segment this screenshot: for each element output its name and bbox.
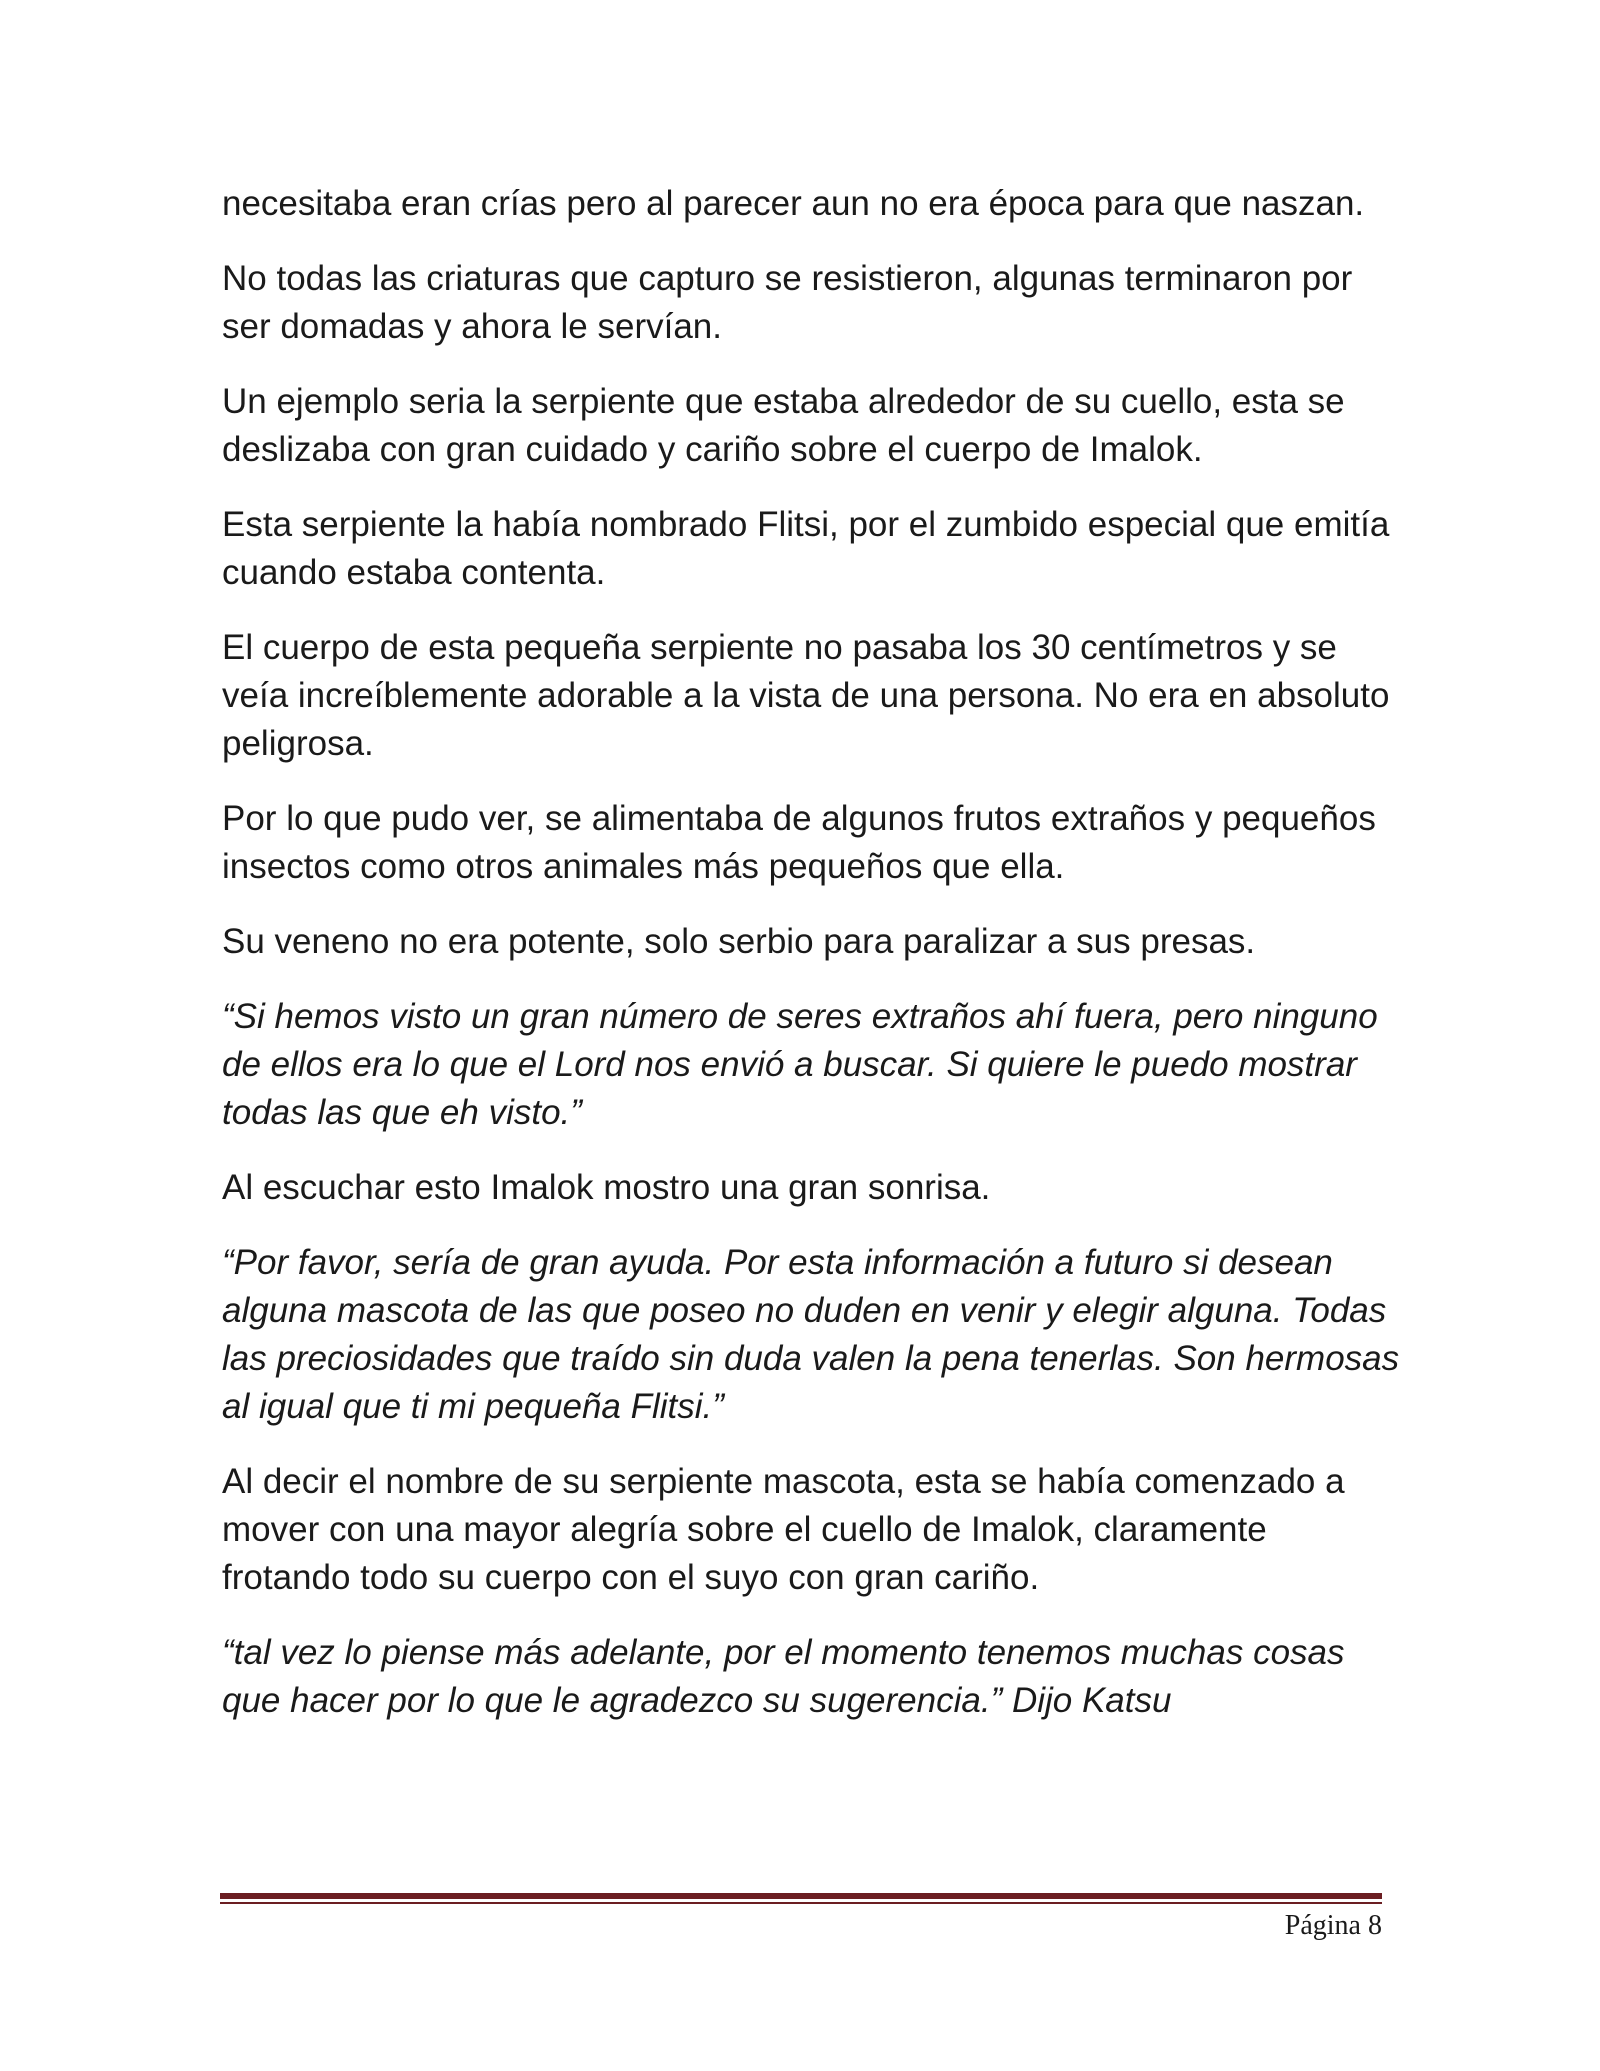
paragraph-9: Al escuchar esto Imalok mostro una gran sonrisa. [222, 1168, 991, 1207]
dialogue-paragraph-12: “tal vez lo piense más adelante, por el momento tenemos muchas cosas que hacer por lo que le agradezco su sugerencia.” Dijo Katsu [222, 1633, 1345, 1720]
paragraph-1: necesitaba eran crías pero al parecer aun no era época para que naszan. [222, 184, 1365, 223]
footer-divider-thin-line [220, 1902, 1382, 1904]
dialogue-paragraph-8: “Si hemos visto un gran número de seres extraños ahí fuera, pero ninguno de ellos era lo que el Lord nos envió a buscar. Si quiere le puedo mostrar todas las que eh visto.” [222, 997, 1378, 1132]
body-text [222, 180, 1402, 1752]
footer-divider [220, 1893, 1382, 1904]
paragraph-5: El cuerpo de esta pequeña serpiente no pasaba los 30 centímetros y se veía increíblemente adorable a la vista de una persona. No era en absoluto peligrosa. [222, 628, 1390, 763]
paragraph-6: Por lo que pudo ver, se alimentaba de algunos frutos extraños y pequeños insectos como otros animales más pequeños que ella. [222, 799, 1376, 886]
page-number: Página 8 [1284, 1910, 1382, 1941]
paragraph-11: Al decir el nombre de su serpiente mascota, esta se había comenzado a mover con una mayor alegría sobre el cuello de Imalok, claramente frotando todo su cuerpo con el suyo con gran cariño. [222, 1462, 1345, 1597]
dialogue-paragraph-10: “Por favor, sería de gran ayuda. Por esta información a futuro si desean alguna mascota de las que poseo no duden en venir y elegir alguna. Todas las preciosidades que traído sin duda valen la pena tenerlas. Son hermosas al igual que ti mi pequeña Flitsi.” [222, 1243, 1400, 1426]
paragraph-2: No todas las criaturas que capturo se resistieron, algunas terminaron por ser domadas y ahora le servían. [222, 259, 1353, 346]
paragraph-4: Esta serpiente la había nombrado Flitsi, por el zumbido especial que emitía cuando estaba contenta. [222, 505, 1390, 592]
paragraph-7: Su veneno no era potente, solo serbio para paralizar a sus presas. [222, 922, 1256, 961]
paragraph-3: Un ejemplo seria la serpiente que estaba alrededor de su cuello, esta se deslizaba con gran cuidado y cariño sobre el cuerpo de Imalok. [222, 382, 1345, 469]
